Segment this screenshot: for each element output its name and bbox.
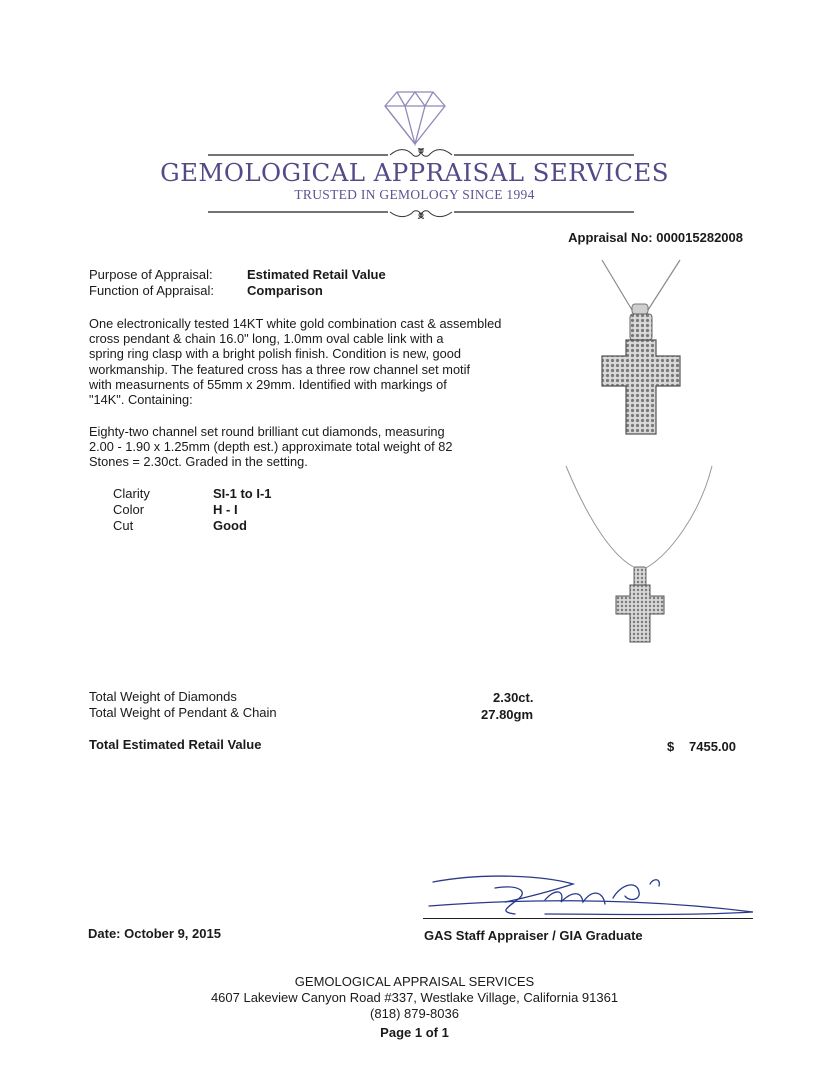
item-description	[89, 316, 549, 407]
purpose-row	[89, 267, 386, 282]
page-number: Page 1 of 1	[380, 1025, 449, 1040]
description-line: with measurnents of 55mm x 29mm. Identified with markings of	[89, 376, 447, 392]
appraiser-signature	[425, 870, 760, 920]
description-line: cross pendant & chain 16.0" long, 1.0mm oval cable link with a	[89, 331, 444, 347]
appraisal-date: Date: October 9, 2015	[88, 926, 221, 941]
company-name: GEMOLOGICAL APPRAISAL SERVICES	[160, 158, 669, 187]
ornament-divider-bottom	[208, 204, 634, 220]
total-retail-label: Total Estimated Retail Value	[89, 737, 262, 752]
purpose-value: Estimated Retail Value	[247, 267, 386, 282]
clarity-value: SI-1 to I-1	[213, 486, 272, 501]
function-value: Comparison	[247, 283, 323, 298]
total-diamonds-value: 2.30ct.	[493, 690, 534, 705]
footer-company: GEMOLOGICAL APPRAISAL SERVICES	[294, 974, 535, 989]
cut-label: Cut	[113, 518, 134, 533]
appraiser-title: GAS Staff Appraiser / GIA Graduate	[424, 928, 643, 943]
clarity-label: Clarity	[113, 486, 150, 501]
description-line: spring ring clasp with a bright polish finish. Condition is new, good	[89, 346, 462, 362]
description-line: workmanship. The featured cross has a three row channel set motif	[89, 361, 471, 377]
color-row	[113, 502, 238, 517]
description-line: "14K". Containing:	[89, 392, 193, 408]
total-pendant-label: Total Weight of Pendant & Chain	[89, 705, 277, 720]
appraisal-number: Appraisal No: 000015282008	[568, 230, 743, 245]
pendant-closeup-photo	[590, 258, 690, 438]
cut-value: Good	[213, 518, 247, 533]
stones-description	[89, 424, 549, 470]
pendant-with-chain-photo	[560, 464, 720, 649]
cut-row	[113, 518, 247, 533]
function-row	[89, 283, 323, 298]
total-retail-value: 7455.00	[689, 739, 736, 754]
total-diamonds-label: Total Weight of Diamonds	[89, 689, 237, 704]
total-pendant-value: 27.80gm	[481, 707, 534, 722]
signature-line	[423, 918, 753, 919]
company-tagline: TRUSTED IN GEMOLOGY SINCE 1994	[294, 187, 535, 202]
color-label: Color	[113, 502, 145, 517]
stones-line: 2.00 - 1.90 x 1.25mm (depth est.) approximate total weight of 82	[89, 439, 453, 455]
footer-address: 4607 Lakeview Canyon Road #337, Westlake Village, California 91361	[210, 990, 619, 1005]
clarity-row	[113, 486, 272, 501]
purpose-label: Purpose of Appraisal:	[89, 267, 213, 282]
function-label: Function of Appraisal:	[89, 283, 215, 298]
currency-symbol: $	[667, 739, 675, 754]
footer-phone: (818) 879-8036	[370, 1006, 459, 1021]
description-line: One electronically tested 14KT white gold combination cast & assembled	[89, 316, 502, 331]
diamond-logo-icon	[383, 90, 447, 146]
color-value: H - I	[213, 502, 238, 517]
stones-line: Stones = 2.30ct. Graded in the setting.	[89, 454, 308, 470]
stones-line: Eighty-two channel set round brilliant cut diamonds, measuring	[89, 424, 445, 439]
